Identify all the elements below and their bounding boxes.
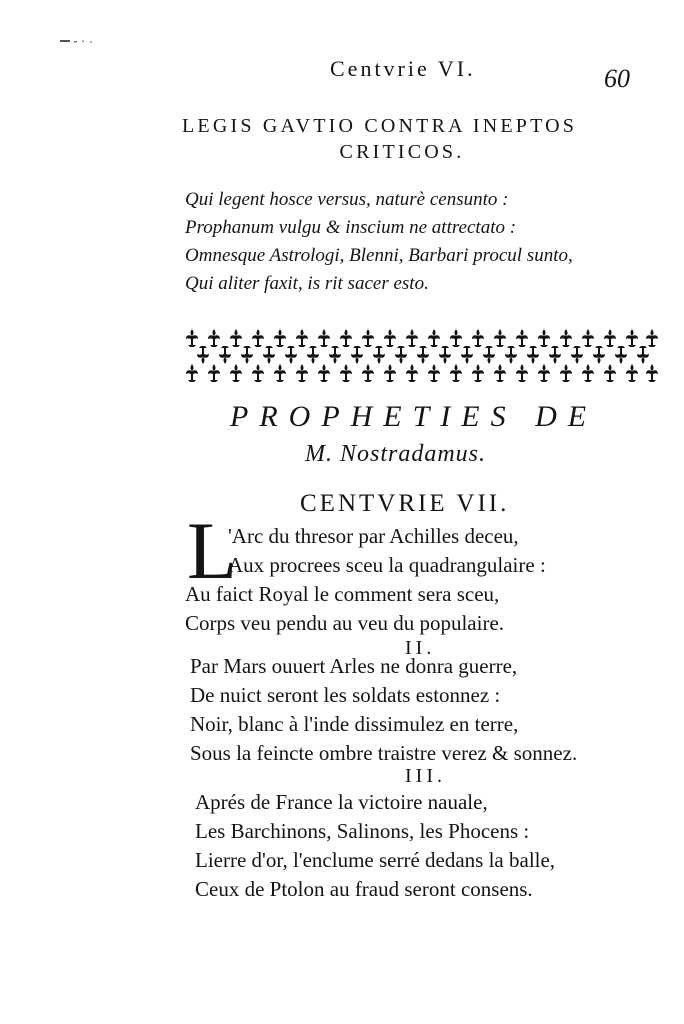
quatrain-line: De nuict seront les soldats estonnez : xyxy=(190,683,501,707)
quatrain-line: Corps veu pendu au veu du populaire. xyxy=(185,611,505,635)
quatrain-line: Sous la feincte ombre traistre verez & sonnez. xyxy=(190,741,578,765)
quatrain-line: Aprés de France la victoire nauale, xyxy=(195,790,488,814)
drop-cap: L xyxy=(187,505,238,596)
quatrain-line: Lierre d'or, l'enclume serré dedans la balle, xyxy=(195,848,556,872)
quatrain-line: Aux procrees sceu la quadrangulaire : xyxy=(228,553,546,577)
fleuron-ornament-band xyxy=(185,326,659,384)
quatrain-line: Les Barchinons, Salinons, les Phocens : xyxy=(195,819,530,843)
running-title: Centvrie VI. xyxy=(330,56,476,81)
quatrain-line: Par Mars ouuert Arles ne donra guerre, xyxy=(190,654,518,678)
latin-verse-line: Omnesque Astrologi, Blenni, Barbari procul sunto, xyxy=(185,245,573,266)
page-number: 60 xyxy=(604,64,630,93)
legis-heading xyxy=(182,113,652,165)
quatrain-2 xyxy=(190,652,577,768)
quatrain-1 xyxy=(185,522,546,638)
legis-heading-line-2: CRITICOS. xyxy=(339,141,465,163)
latin-verse xyxy=(185,186,655,298)
latin-verse-line: Qui aliter faxit, is rit sacer esto. xyxy=(185,273,429,294)
corner-smudge xyxy=(60,38,98,44)
centurie-heading: CENTVRIE VII. xyxy=(300,490,510,517)
quatrain-line: Noir, blanc à l'inde dissimulez en terre, xyxy=(190,712,519,736)
quatrain-line: Ceux de Ptolon au fraud seront consens. xyxy=(195,877,533,901)
legis-heading-line-1: LEGIS GAVTIO CONTRA INEPTOS xyxy=(182,115,578,137)
quatrain-number: II. xyxy=(405,637,436,659)
quatrain-3 xyxy=(195,788,555,904)
quatrain-line: 'Arc du thresor par Achilles deceu, xyxy=(228,524,519,548)
latin-verse-line: Prophanum vulgu & inscium ne attrectato : xyxy=(185,217,517,238)
quatrain-line: Au faict Royal le comment sera sceu, xyxy=(185,582,500,606)
quatrain-number: III. xyxy=(405,765,446,787)
main-title: PROPHETIES DE xyxy=(230,400,598,433)
latin-verse-line: Qui legent hosce versus, naturè censunto : xyxy=(185,189,509,210)
author-line: M. Nostradamus. xyxy=(305,441,487,467)
